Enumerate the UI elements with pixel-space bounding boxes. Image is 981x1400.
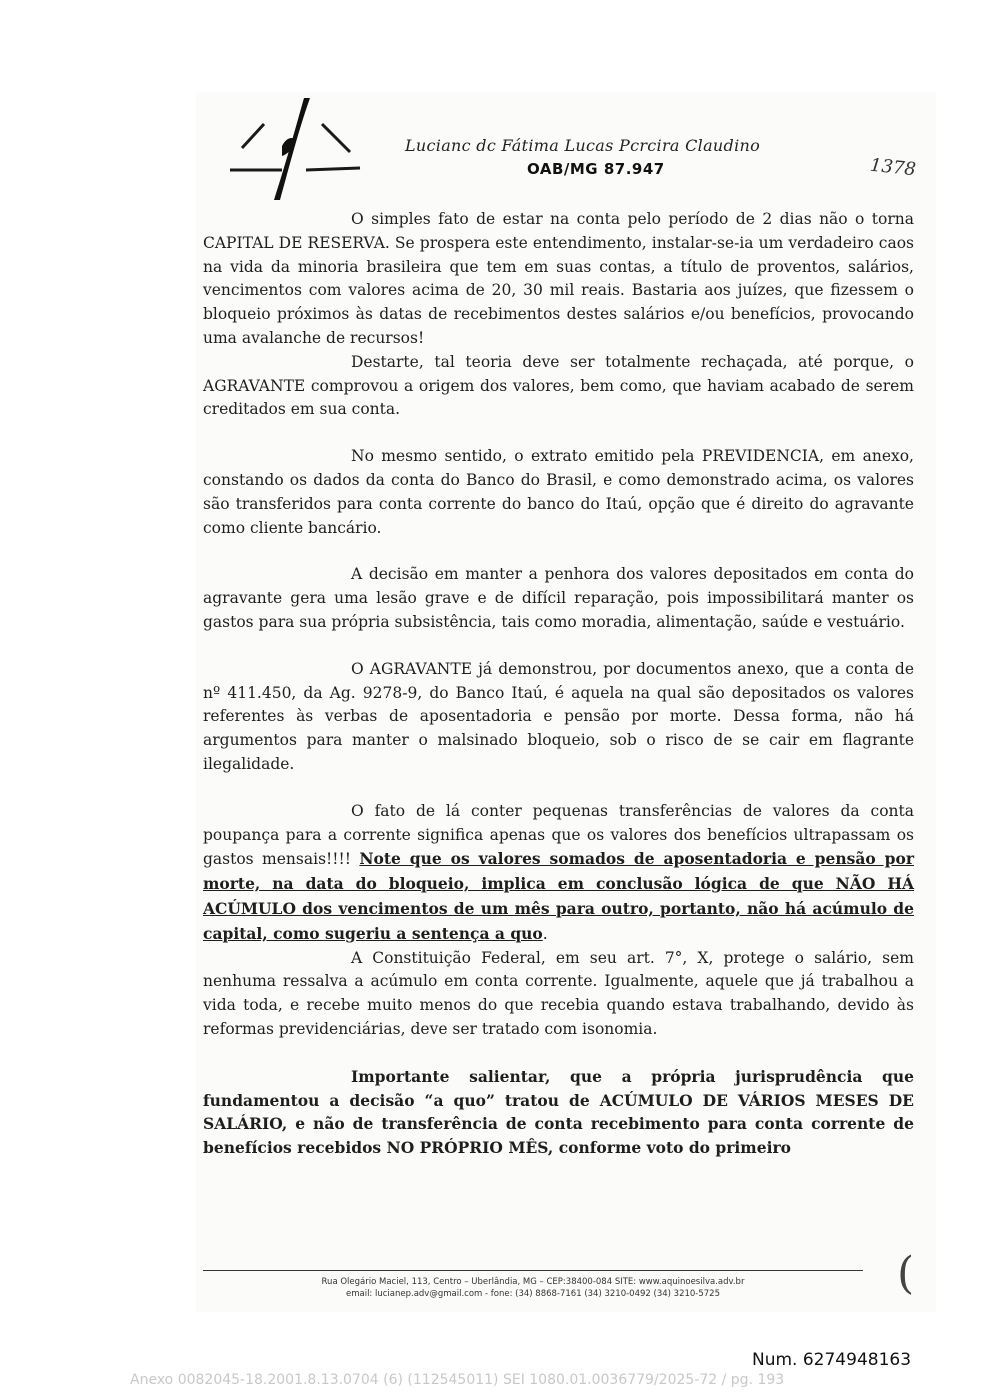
- footer-contact: email: lucianep.adv@gmail.com - fone: (34) 8868-7161 (34) 3210-0492 (34) 3210-5725: [345, 1289, 720, 1299]
- footer: [203, 1276, 863, 1300]
- paragraph-7: A Constituição Federal, em seu art. 7°, X, protege o salário, sem nenhuma ressalva a acúmulo em conta corrente. Igualmente, aquele que já trabalhou a vida toda, e recebe muito menos do que recebia quando estava trabalhando, devido às reformas previdenciárias, deve ser tratado com isonomia.: [203, 948, 914, 1038]
- document-body: [203, 208, 914, 1160]
- paragraph-6-end: .: [542, 924, 548, 943]
- paragraph-3: No mesmo sentido, o extrato emitido pela PREVIDENCIA, em anexo, constando os dados da conta do Banco do Brasil, e como demonstrado acima, os valores são transferidos para conta corrente do banco do Itaú, opção que é direito do agravante como cliente bancário.: [203, 447, 914, 537]
- paragraph-8: Importante salientar, que a própria jurisprudência que fundamentou a decisão “a quo” tratou de ACÚMULO DE VÁRIOS MESES DE SALÁRIO, e não de transferência de conta recebimento para conta corrente de benefícios recebidos NO PRÓPRIO MÊS, conforme voto do primeiro: [203, 1066, 914, 1158]
- law-office-logo-icon: [222, 96, 362, 206]
- paragraph-4: A decisão em manter a penhora dos valores depositados em conta do agravante gera uma lesão grave e de difícil reparação, pois impossibilitará manter os gastos para sua própria subsistência, tais como moradia, alimentação, saúde e vestuário.: [203, 565, 914, 631]
- handwritten-page-number: 1378: [869, 154, 917, 181]
- oab-registration: OAB/MG 87.947: [527, 160, 665, 178]
- paragraph-6-emphasis: Note que os valores somados de aposentadoria e pensão por morte, na data do bloqueio, implica em conclusão lógica de que NÃO HÁ ACÚMULO dos vencimentos de um mês para outro, portanto, não há acúmulo de capital, como sugeriu a sentença a quo: [203, 849, 914, 943]
- footer-address: Rua Olegário Maciel, 113, Centro – Uberlândia, MG – CEP:38400-084 SITE: www.aquinoesilva.adv.br: [321, 1277, 745, 1287]
- paragraph-1: O simples fato de estar na conta pelo período de 2 dias não o torna CAPITAL DE RESERVA. Se prospera este entendimento, instalar-se-ia um verdadeiro caos na vida da minoria brasileira que tem em suas contas, a título de proventos, salários, vencimentos com valores acima de 20, 30 mil reais. Bastaria aos juízes, que fizessem o bloqueio próximos às datas de recebimentos destes salários e/ou benefícios, provocando uma avalanche de recursos!: [203, 210, 914, 347]
- paragraph-6-plain: O fato de lá conter pequenas transferências de valores da conta poupança para a corrente significa apenas que os valores dos benefícios ultrapassam os gastos mensais!!!!: [203, 801, 914, 869]
- document-number: Num. 6274948163: [752, 1350, 912, 1370]
- margin-bracket-mark: (: [897, 1248, 915, 1299]
- lawyer-name: Lucianc dc Fátima Lucas Pcrcira Claudino: [405, 136, 761, 155]
- annex-stamp: Anexo 0082045-18.2001.8.13.0704 (6) (112545011) SEI 1080.01.0036779/2025-72 / pg. 193: [130, 1372, 785, 1388]
- paragraph-2: Destarte, tal teoria deve ser totalmente rechaçada, até porque, o AGRAVANTE comprovou a origem dos valores, bem como, que haviam acabado de serem creditados em sua conta.: [203, 352, 914, 419]
- paragraph-6: [203, 800, 914, 947]
- footer-divider: [203, 1270, 863, 1271]
- paragraph-5: O AGRAVANTE já demonstrou, por documentos anexo, que a conta de nº 411.450, da Ag. 9278-9, do Banco Itaú, é aquela na qual são depositados os valores referentes às verbas de aposentadoria e pensão por morte. Dessa forma, não há argumentos para manter o malsinado bloqueio, sob o risco de se cair em flagrante ilegalidade.: [203, 659, 914, 773]
